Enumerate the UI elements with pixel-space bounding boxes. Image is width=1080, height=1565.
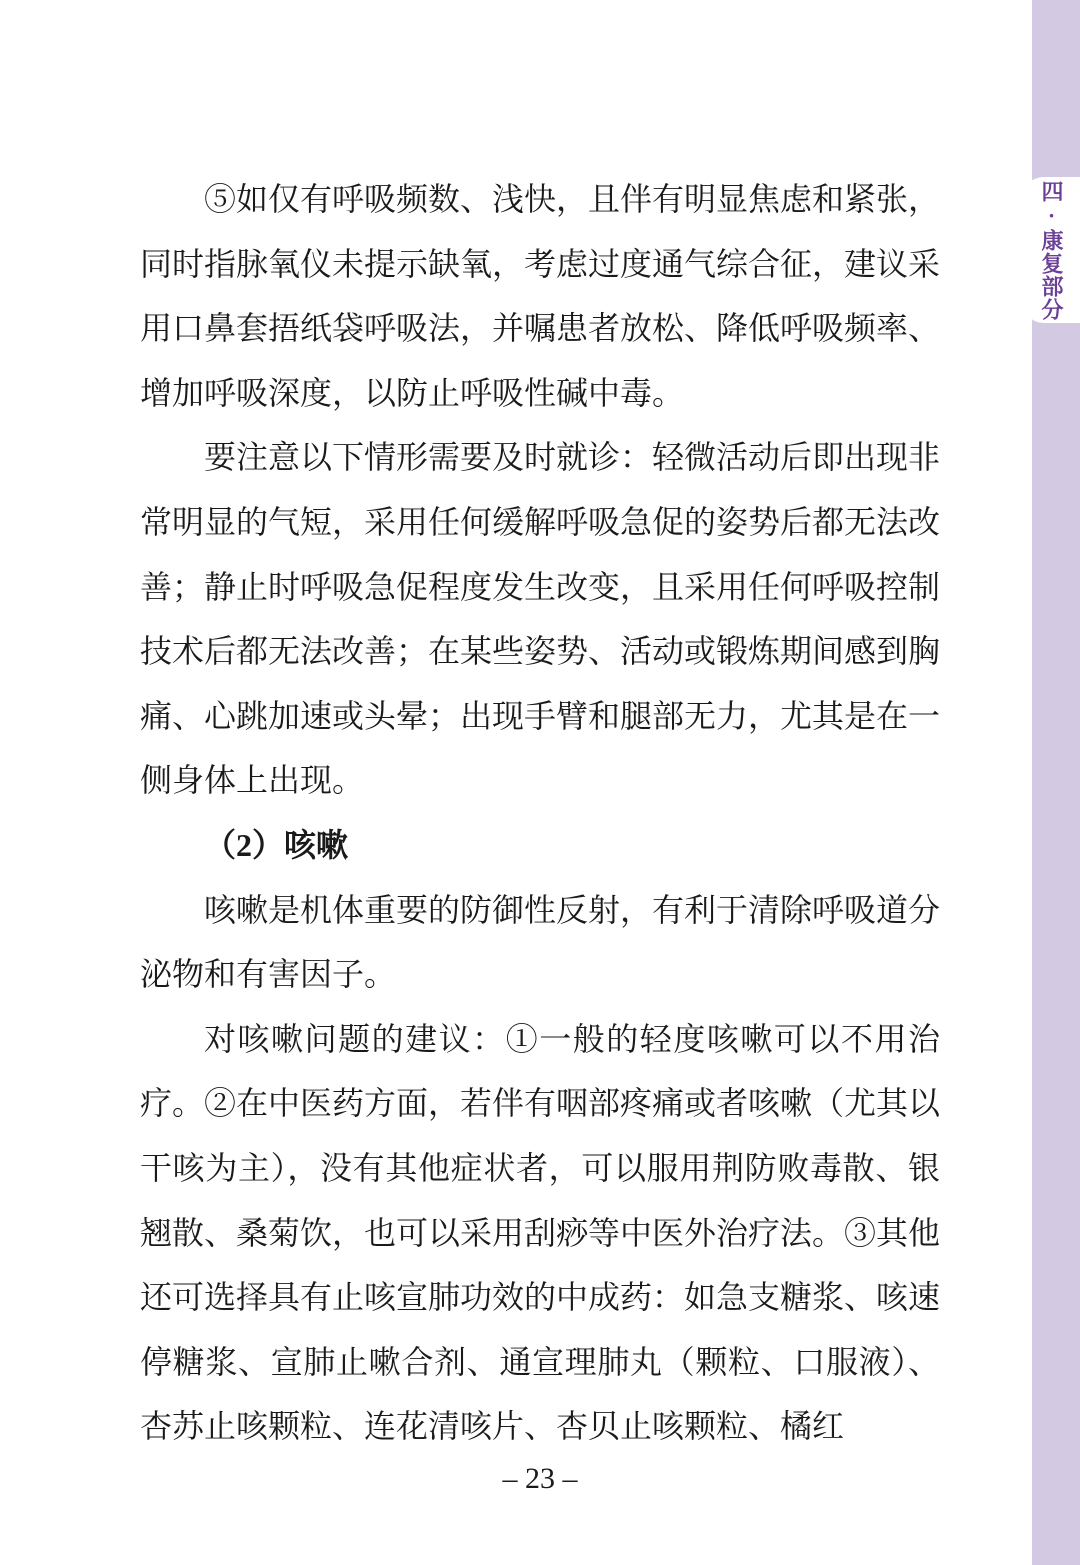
paragraph-cough-intro: 咳嗽是机体重要的防御性反射，有利于清除呼吸道分泌物和有害因子。 xyxy=(140,891,941,993)
section-thumb-tab xyxy=(1022,177,1080,323)
section-tab-label: 四·康复部分 xyxy=(1039,179,1064,321)
body-text xyxy=(140,167,940,1459)
page-number: – 23 – xyxy=(502,1462,578,1495)
paragraph-cough-advice: 对咳嗽问题的建议：①一般的轻度咳嗽可以不用治疗。②在中医药方面，若伴有咽部疼痛或者咳嗽（尤其以干咳为主），没有其他症状者，可以服用荆防败毒散、银翘散、桑菊饮，也可以采用刮痧等中医外治疗法。③其他还可选择具有止咳宣肺功效的中成药：如急支糖浆、咳速停糖浆、宣肺止嗽合剂、通宣理肺丸（颗粒、口服液）、杏苏止咳颗粒、连花清咳片、杏贝止咳颗粒、橘红 xyxy=(140,1020,941,1445)
paragraph-warning-signs: 要注意以下情形需要及时就诊：轻微活动后即出现非常明显的气短，采用任何缓解呼吸急促的姿势后都无法改善；静止时呼吸急促程度发生改变，且采用任何呼吸控制技术后都无法改善；在某些姿势、活动或锻炼期间感到胸痛、心跳加速或头晕；出现手臂和腿部无力，尤其是在一侧身体上出现。 xyxy=(140,439,941,799)
section-heading-cough: （2）咳嗽 xyxy=(204,826,349,863)
paragraph-hyperventilation: ⑤如仅有呼吸频数、浅快，且伴有明显焦虑和紧张，同时指脉氧仪未提示缺氧，考虑过度通气综合征，建议采用口鼻套捂纸袋呼吸法，并嘱患者放松、降低呼吸频率、增加呼吸深度，以防止呼吸性碱中毒。 xyxy=(140,181,941,411)
